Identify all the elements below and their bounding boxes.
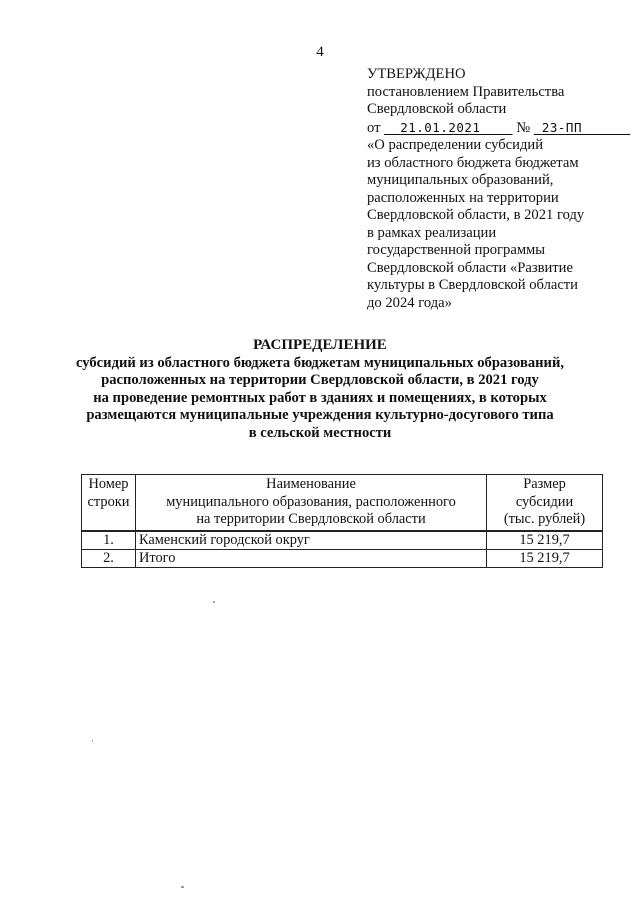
approval-date-number-line [367, 119, 627, 138]
table-row-total [82, 549, 603, 567]
distribution-table [81, 474, 603, 568]
approval-subject-line: в рамках реализации [367, 224, 497, 241]
approval-subject-line: расположенных на территории [367, 189, 559, 206]
approval-subject-line: «О распределении субсидий [367, 137, 544, 153]
approval-date-value: 21.01.2021 [400, 119, 481, 135]
document-subtitle-line: на проведение ремонтных работ в зданиях и помещениях, в которых [93, 389, 547, 406]
column-header-municipality: Наименование муниципального образования, расположенного на территории Свердловской области [136, 475, 487, 531]
document-subtitle-line: субсидий из областного бюджета бюджетам муниципальных образований, [76, 354, 564, 371]
document-subtitle-line: расположенных на территории Свердловской области, в 2021 году [101, 372, 539, 389]
table-row [82, 531, 603, 550]
column-header-subsidy-amount: Размер субсидии (тыс. рублей) [487, 475, 603, 531]
approval-subject-line: культуры в Свердловской области [367, 277, 578, 293]
approval-stamp-block [367, 66, 627, 312]
approval-subject-line: Свердловской области, в 2021 году [367, 207, 585, 223]
total-label-cell: Итого [136, 549, 487, 567]
approval-subject-line: муниципальных образований, [367, 172, 554, 188]
approval-subject-line: государственной программы [367, 242, 546, 258]
table-header-row [82, 475, 603, 531]
approval-title: УТВЕРЖДЕНО [367, 66, 466, 82]
document-subtitle-line: размещаются муниципальные учреждения культурно-досугового типа [86, 407, 554, 424]
municipality-cell: Каменский городской округ [136, 531, 487, 550]
approval-date-prefix: от [367, 119, 381, 136]
approval-number-prefix: № [516, 119, 531, 136]
scan-speck [181, 886, 184, 888]
approval-subject-line: из областного бюджета бюджетам [367, 154, 579, 171]
document-subtitle-line: в сельской местности [248, 424, 392, 441]
document-heading [0, 337, 640, 443]
subsidy-amount-cell: 15 219,7 [487, 531, 603, 550]
row-number-cell: 2. [82, 549, 136, 567]
approval-number-value: 23-ПП [541, 119, 582, 135]
approval-subject-line: до 2024 года» [367, 294, 452, 311]
row-number-cell: 1. [82, 531, 136, 550]
scan-speck [213, 601, 215, 603]
page-number: 4 [316, 44, 324, 60]
approval-subject-line: Свердловской области «Развитие [367, 259, 573, 276]
total-amount-cell: 15 219,7 [487, 549, 603, 567]
approval-region-line: Свердловской области [367, 101, 507, 117]
approval-decree-line: постановлением Правительства [367, 83, 565, 100]
document-title: РАСПРЕДЕЛЕНИЕ [253, 337, 387, 353]
scan-speck [92, 740, 93, 742]
column-header-row-number: Номер строки [82, 475, 136, 531]
